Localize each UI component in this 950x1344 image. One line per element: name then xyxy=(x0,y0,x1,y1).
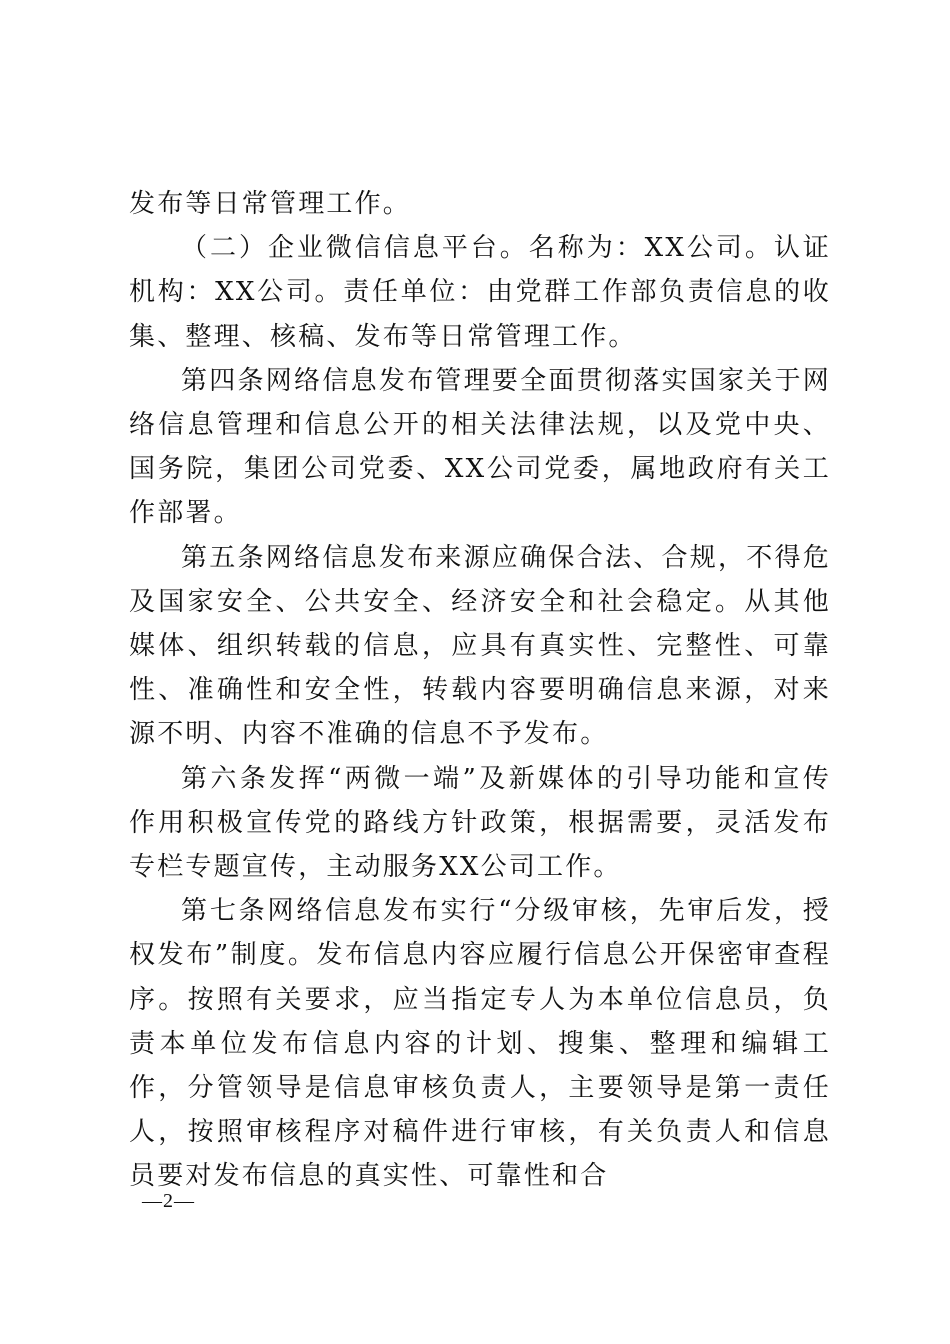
document-body xyxy=(129,182,831,1199)
paragraph-article-6: 第六条发挥“两微一端”及新媒体的引导功能和宣传作用积极宣传党的路线方针政策，根据需要，灵活发布专栏专题宣传，主动服务XX公司工作。 xyxy=(129,763,831,883)
paragraph-article-7: 第七条网络信息发布实行“分级审核，先审后发，授权发布”制度。发布信息内容应履行信息公开保密审查程序。按照有关要求，应当指定专人为本单位信息员，负责本单位发布信息内容的计划、搜集、整理和编辑工作，分管领导是信息审核负责人，主要领导是第一责任人，按照审核程序对稿件进行审核，有关负责人和信息员要对发布信息的真实性、可靠性和合 xyxy=(129,896,831,1192)
paragraph-article-5: 第五条网络信息发布来源应确保合法、合规，不得危及国家安全、公共安全、经济安全和社会稳定。从其他媒体、组织转载的信息，应具有真实性、完整性、可靠性、准确性和安全性，转载内容要明确信息来源，对来源不明、内容不准确的信息不予发布。 xyxy=(129,542,831,750)
paragraph-wechat-platform: （二）企业微信信息平台。名称为：XX公司。认证机构：XX公司。责任单位：由党群工作部负责信息的收集、整理、核稿、发布等日常管理工作。 xyxy=(129,233,831,352)
page-number: —2— xyxy=(142,1190,195,1212)
paragraph-article-4: 第四条网络信息发布管理要全面贯彻落实国家关于网络信息管理和信息公开的相关法律法规，以及党中央、国务院，集团公司党委、XX公司党委，属地政府有关工作部署。 xyxy=(129,365,831,529)
paragraph-continuation: 发布等日常管理工作。 xyxy=(129,189,412,219)
